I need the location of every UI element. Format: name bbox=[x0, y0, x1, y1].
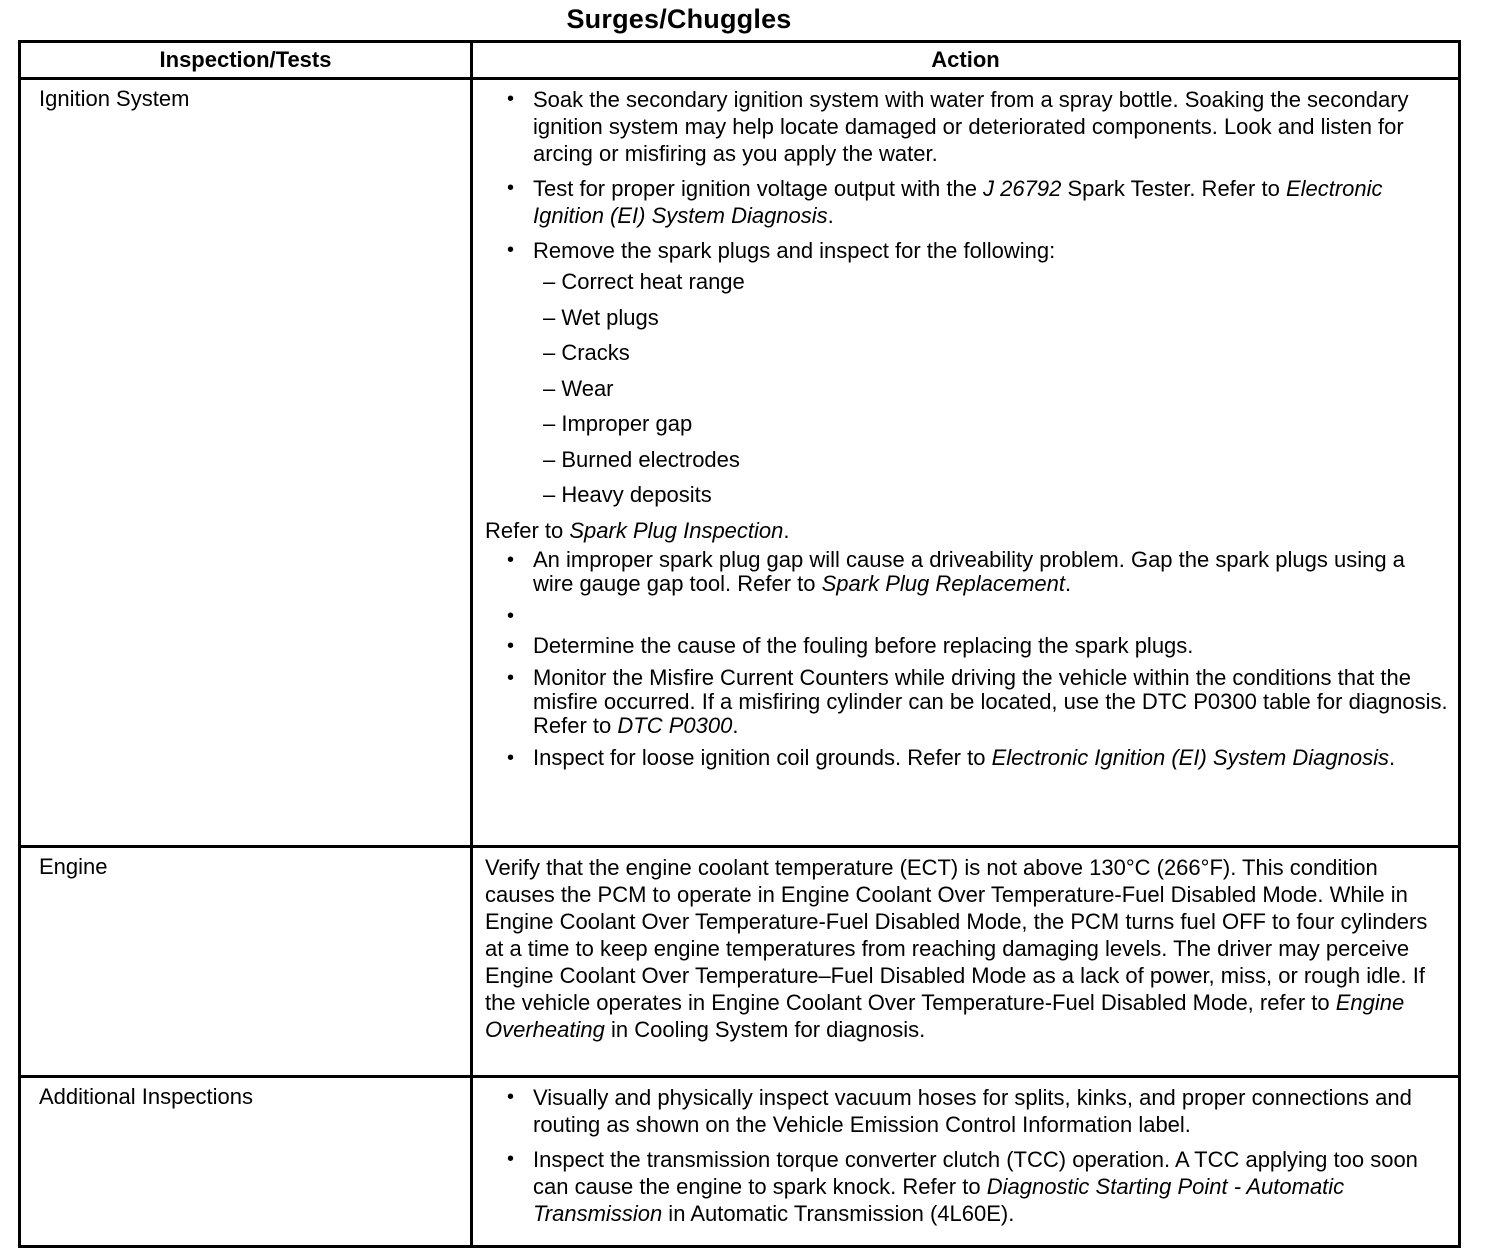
text: . bbox=[1388, 744, 1396, 770]
dash-item: – Cracks bbox=[543, 340, 630, 365]
list-item: • Determine the cause of the fouling before replacing the spark plugs. bbox=[485, 634, 1448, 658]
table-row bbox=[20, 79, 1460, 847]
action-cell-additional bbox=[472, 1077, 1460, 1247]
refer-line bbox=[485, 517, 1448, 544]
list-item bbox=[485, 548, 1448, 596]
cross-reference: DTC P0300 bbox=[617, 712, 733, 738]
row-label-additional: Additional Inspections bbox=[20, 1077, 472, 1247]
cross-reference: Spark Plug Inspection bbox=[569, 517, 784, 543]
text: in Automatic Transmission (4L60E). bbox=[662, 1201, 1015, 1226]
dash-list bbox=[485, 268, 1448, 517]
column-header-inspection: Inspection/Tests bbox=[20, 42, 472, 79]
bullet-list bbox=[485, 86, 1448, 264]
text: in Cooling System for diagnosis. bbox=[604, 1017, 926, 1042]
text: Test for proper ignition voltage output with the bbox=[533, 176, 984, 201]
text: Spark Tester. Refer to bbox=[1061, 176, 1286, 201]
cross-reference: Electronic Ignition (EI) System Diagnosis bbox=[533, 176, 1383, 228]
dash-item: – Correct heat range bbox=[543, 269, 745, 294]
spacer bbox=[485, 604, 1448, 626]
cross-reference: Diagnostic Starting Point - Automatic Transmission bbox=[533, 1174, 1345, 1226]
list-item bbox=[485, 175, 1448, 229]
bullet-list bbox=[485, 548, 1448, 770]
dash-item: – Wet plugs bbox=[543, 304, 659, 330]
page-title: Surges/Chuggles bbox=[566, 4, 792, 34]
action-cell-ignition bbox=[472, 79, 1460, 847]
text: . bbox=[1064, 570, 1072, 596]
dash-item: – Improper gap bbox=[543, 411, 693, 436]
text: Refer to bbox=[485, 517, 570, 543]
list-item bbox=[485, 1146, 1448, 1227]
text: Inspect for loose ignition coil grounds. Refer to bbox=[533, 744, 992, 770]
list-item bbox=[485, 666, 1448, 738]
dash-item: – Heavy deposits bbox=[543, 482, 712, 507]
diagnostic-table bbox=[18, 40, 1461, 1248]
list-item: • Remove the spark plugs and inspect for the following: bbox=[485, 237, 1448, 264]
table-row bbox=[20, 847, 1460, 1077]
list-item: • Visually and physically inspect vacuum hoses for splits, kinks, and proper connections and routing as shown on the Vehicle Emission Control Information label. bbox=[485, 1084, 1448, 1138]
text: . bbox=[827, 203, 834, 228]
tool-reference: J 26792 bbox=[983, 176, 1062, 201]
bullet-list bbox=[485, 1084, 1448, 1227]
dash-item: – Burned electrodes bbox=[543, 446, 740, 472]
action-cell-engine bbox=[472, 847, 1460, 1077]
text: An improper spark plug gap will cause a driveability problem. Gap the spark plugs using a wire gauge gap tool. Refer to bbox=[533, 546, 1405, 596]
text: . bbox=[732, 712, 739, 738]
text: Monitor the Misfire Current Counters while driving the vehicle within the conditions that the misfire occurred. If a misfiring cylinder can be located, use the DTC P0300 table for diagnosis. Refer to bbox=[533, 664, 1448, 738]
text: . bbox=[783, 517, 790, 543]
text: Inspect the transmission torque converter clutch (TCC) operation. A TCC applying too soon can cause the engine to spark knock. Refer to bbox=[533, 1147, 1418, 1199]
row-label-engine: Engine bbox=[20, 847, 472, 1077]
table-header-row bbox=[20, 42, 1460, 79]
list-item bbox=[485, 746, 1448, 770]
cross-reference: Engine Overheating bbox=[485, 990, 1405, 1042]
dash-item: – Wear bbox=[543, 375, 614, 401]
table-row bbox=[20, 1077, 1460, 1247]
row-label-ignition: Ignition System bbox=[20, 79, 472, 847]
column-header-action: Action bbox=[472, 42, 1460, 79]
cross-reference: Electronic Ignition (EI) System Diagnosis bbox=[991, 744, 1389, 770]
list-item: • Soak the secondary ignition system with water from a spray bottle. Soaking the secondary ignition system may help locate damaged or deteriorated components. Look and listen for arcing or misfiring as you apply the water. bbox=[485, 86, 1448, 167]
cross-reference: Spark Plug Replacement bbox=[821, 570, 1065, 596]
text: Verify that the engine coolant temperature (ECT) is not above 130°C (266°F). This condition causes the PCM to operate in Engine Coolant Over Temperature-Fuel Disabled Mode. While in Engine Coolant Over Temperature-Fuel Disabled Mode, the PCM turns fuel OFF to four cylinders at a time to keep engine temperatures from reaching damaging levels. The driver may perceive Engine Coolant Over Temperature–Fuel Disabled Mode as a lack of power, miss, or rough idle. If the vehicle operates in Engine Coolant Over Temperature-Fuel Disabled Mode, refer to bbox=[485, 855, 1428, 1015]
